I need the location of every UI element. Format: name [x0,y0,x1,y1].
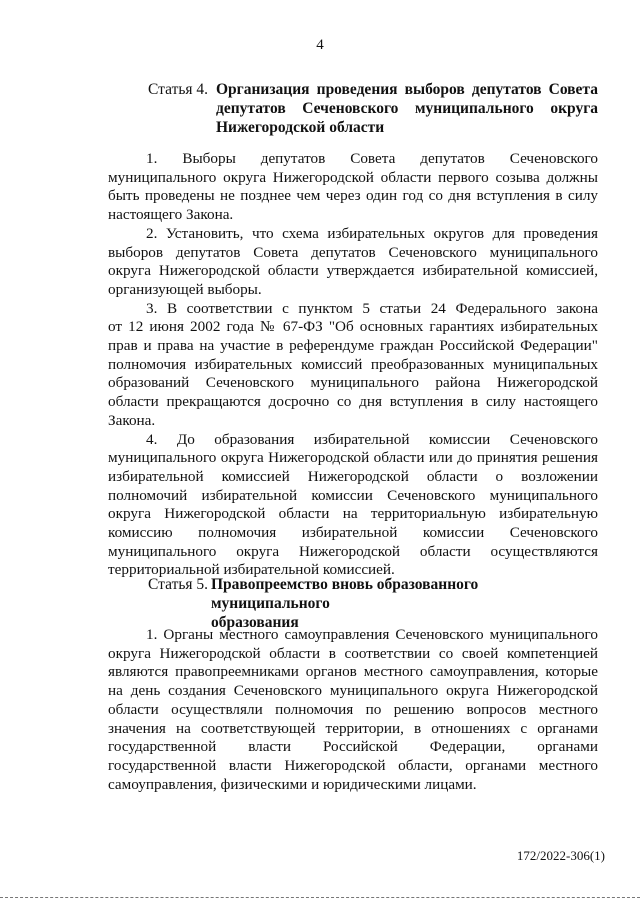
article-5-title-line: образования [211,614,299,631]
paragraph-line: государственной власти Нижегородской области, органами местного [108,756,598,774]
paragraph-line: округа Нижегородской области на территориальную избирательную [108,505,598,523]
paragraph-line: 2. Установить, что схема избирательных округов для проведения [146,224,598,242]
article-5-title [211,575,598,632]
paragraph-line: настоящего Закона. [108,206,234,224]
paragraph-line: Закона. [108,411,156,429]
paragraph-line: являются правопреемниками органов местного самоуправления, которые [108,663,598,681]
paragraph-line: полномочий избирательной комиссии Сеченовского муниципального [108,486,598,504]
article-4-body [108,150,598,580]
paragraph-line: выборов депутатов Совета депутатов Сеченовского муниципального [108,243,598,261]
article-4-prefix: Статья 4. [148,81,209,98]
paragraph-line: на день создания Сеченовского муниципального округа Нижегородской [108,682,598,700]
paragraph-line: области прекращаются досрочно со дня вступления в силу настоящего [108,393,598,411]
paragraph-line: муниципального округа Нижегородской области первого созыва должны [108,168,598,186]
paragraph-line: 3. В соответствии с пунктом 5 статьи 24 Федерального закона [146,299,598,317]
article-5-heading [108,575,598,632]
article-5-title-line: Правопреемство вновь образованного муниципального [211,576,479,612]
paragraph-line: от 12 июня 2002 года № 67-ФЗ "Об основных гарантиях избирательных [108,318,598,336]
article-4-title-line: Нижегородской области [216,119,385,136]
page-number: 4 [316,37,324,53]
paragraph-line: государственной власти Российской Федерации, органами [108,738,598,756]
paragraph-line: области осуществляли полномочия по решению вопросов местного [108,700,598,718]
paragraph [108,225,598,300]
article-5 [108,575,598,632]
paragraph-line: избирательной комиссией Нижегородской области о возложении [108,467,598,485]
paragraph-line: муниципального округа Нижегородской области или до принятия решения [108,449,598,467]
paragraph-line: образований Сеченовского муниципального района Нижегородской [108,374,598,392]
paragraph-line: организующей выборы. [108,280,262,298]
paragraph-line: муниципального округа Нижегородской области осуществляются [108,542,598,560]
paragraph-line: самоуправления, физическими и юридическими лицами. [108,775,477,793]
article-5-body [108,626,598,794]
paragraph-line: округа Нижегородской области в соответствии со своей компетенцией [108,644,598,662]
paragraph-line: значения на соответствующей территории, в отношениях с органами [108,719,598,737]
paragraph [108,150,598,225]
article-4-title-line: Организация проведения выборов депутатов Совета [216,81,598,98]
paragraph-line: комиссию полномочия избирательной комиссии Сеченовского [108,524,598,542]
paragraph-line: 1. Выборы депутатов Совета депутатов Сеченовского [146,150,598,167]
paragraph [108,626,598,794]
paragraph-line: быть проведены не позднее чем через один год со дня вступления в силу [108,187,598,205]
paragraph [108,431,598,581]
document-code: 172/2022-306(1) [516,848,605,863]
paragraph-line: полномочия избирательных комиссий преобразованных муниципальных [108,355,598,373]
article-4 [108,80,598,137]
paragraph [108,300,598,431]
article-4-title-line: депутатов Сеченовского муниципального округа [216,100,598,117]
paragraph-line: территориальной избирательной комиссией. [108,561,395,579]
article-4-title [216,80,598,137]
paragraph-line: 1. Органы местного самоуправления Сеченовского муниципального [146,626,598,643]
article-4-heading [108,80,598,137]
article-5-prefix: Статья 5. [148,576,209,593]
paragraph-line: 4. До образования избирательной комиссии Сеченовского [146,430,598,448]
scan-edge-divider [0,897,640,898]
paragraph-line: округа Нижегородской области утверждается избирательной комиссией, [108,262,598,280]
paragraph-line: прав и права на участие в референдуме граждан Российской Федерации" [108,337,598,355]
